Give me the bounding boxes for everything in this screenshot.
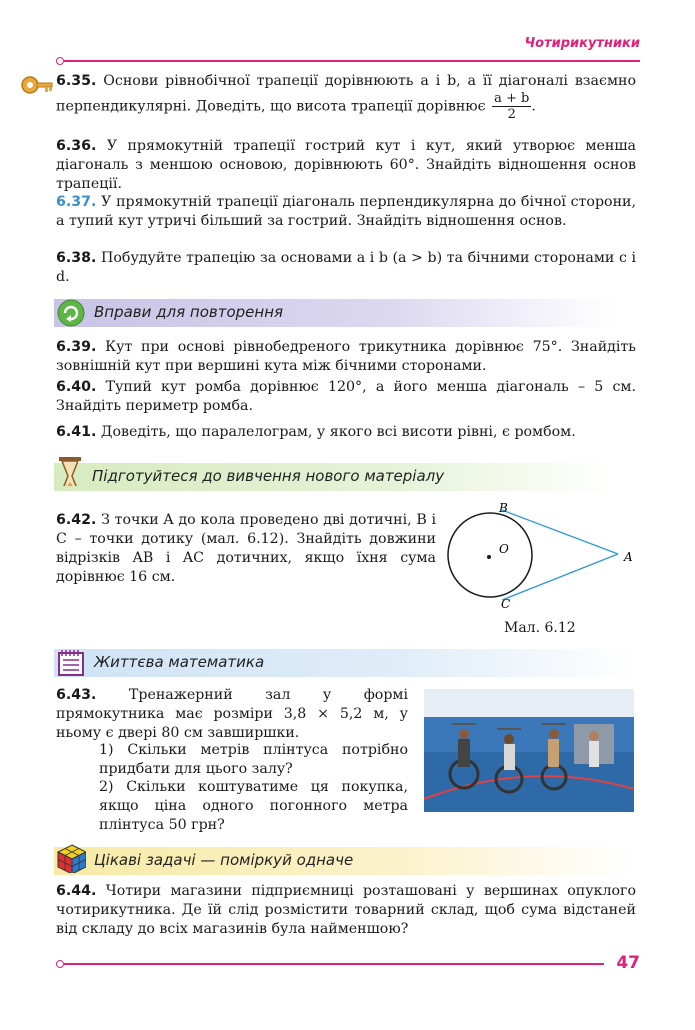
problem-6-40 bbox=[56, 378, 636, 416]
figure-tangents bbox=[440, 500, 640, 615]
tangent-ab bbox=[502, 510, 618, 554]
problem-6-44 bbox=[56, 882, 636, 939]
key-icon bbox=[20, 72, 54, 98]
problem-6-38 bbox=[56, 249, 636, 287]
footer-line-dot bbox=[56, 960, 64, 968]
problem-number: 6.38. bbox=[56, 250, 97, 266]
problem-number: 6.43. bbox=[56, 687, 97, 703]
label-c: C bbox=[501, 597, 511, 611]
label-a: A bbox=[624, 550, 633, 564]
problem-6-43 bbox=[56, 686, 408, 743]
figure-caption: Мал. 6.12 bbox=[504, 620, 576, 636]
problem-6-37 bbox=[56, 193, 636, 231]
band-label: Підготуйтеся до вивчення нового матеріалу bbox=[92, 467, 445, 485]
band-prepare bbox=[54, 463, 614, 491]
problem-text: Тупий кут ромба дорівнює 120°, а його менша діагональ – 5 см. Знайдіть периметр ромба. bbox=[56, 379, 636, 414]
problem-6-43-q1: 1) Скільки метрів плінтуса потрібно придбати для цього залу? bbox=[99, 742, 408, 777]
problem-text: Кут при основі рівнобедреного трикутника дорівнює 75°. Знайдіть зовнішній кут при вершині кута між бічними сторонами. bbox=[56, 339, 636, 374]
problem-6-39 bbox=[56, 338, 636, 376]
notepad-icon bbox=[56, 648, 86, 678]
band-fun bbox=[54, 847, 634, 875]
fraction bbox=[492, 91, 531, 122]
header-line-dot bbox=[56, 57, 64, 65]
problem-text: Чотири магазини підприємниці розташовані у вершинах опуклого чотирикутника. Де їй слід розмістити товарний склад, щоб сума відстаней від складу до всіх магазинів була найменшою? bbox=[56, 883, 636, 937]
center-point bbox=[487, 555, 491, 559]
problem-number: 6.37. bbox=[56, 194, 97, 210]
fraction-denominator: 2 bbox=[507, 107, 516, 122]
problem-text: У прямокутній трапеції гострий кут і кут, який утворює менша діагональ з меншою основою, дорівнюють 60°. Знайдіть відношення основ трапеції. bbox=[56, 138, 636, 192]
gym-photo bbox=[424, 689, 634, 812]
problem-text: Основи рівнобічної трапеції дорівнюють a і b, а її діагоналі взаємно перпендикулярні. Доведіть, що висота трапеції дорівнює bbox=[56, 73, 636, 115]
tangent-ac bbox=[502, 554, 618, 600]
problem-text: У прямокутній трапеції діагональ перпендикулярна до бічної сторони, а тупий кут утричі більший за гострий. Знайдіть відношення основ. bbox=[56, 194, 636, 229]
problem-number: 6.35. bbox=[56, 73, 97, 89]
problem-6-43-q2: 2) Скільки коштуватиме ця покупка, якщо ціна одного погонного метра плінтуса 50 грн? bbox=[99, 779, 408, 833]
band-review bbox=[54, 299, 614, 327]
circle bbox=[448, 513, 532, 597]
recycle-icon bbox=[56, 298, 86, 328]
problem-6-36 bbox=[56, 137, 636, 194]
problem-number: 6.36. bbox=[56, 138, 97, 154]
header-line bbox=[64, 60, 640, 62]
label-o: O bbox=[499, 542, 509, 556]
page-number: 47 bbox=[616, 953, 640, 973]
problem-number: 6.42. bbox=[56, 512, 97, 528]
footer-line bbox=[64, 963, 604, 965]
fraction-numerator: a + b bbox=[494, 91, 530, 106]
band-label: Життєва математика bbox=[94, 653, 265, 671]
problem-number: 6.39. bbox=[56, 339, 97, 355]
problem-text: Тренажерний зал у формі прямокутника має розміри 3,8 × 5,2 м, у ньому є двері 80 см завширшки. bbox=[56, 687, 408, 741]
problem-text: З точки A до кола проведено дві дотичні, B і C – точки дотику (мал. 6.12). Знайдіть довжини відрізків AB і AC дотичних, якщо їхня сума дорівнює 16 см. bbox=[56, 512, 436, 585]
problem-text: Доведіть, що паралелограм, у якого всі висоти рівні, є ромбом. bbox=[100, 424, 576, 440]
band-label: Вправи для повторення bbox=[94, 303, 284, 321]
band-label: Цікаві задачі — поміркуй одначе bbox=[94, 851, 354, 869]
problem-6-41 bbox=[56, 423, 636, 442]
problem-tail: . bbox=[531, 98, 536, 115]
section-title: Чотирикутники bbox=[524, 36, 640, 51]
band-life bbox=[54, 649, 634, 677]
problem-number: 6.41. bbox=[56, 424, 97, 440]
problem-number: 6.44. bbox=[56, 883, 97, 899]
problem-text: Побудуйте трапецію за основами a і b (a > b) та бічними сторонами c і d. bbox=[56, 250, 636, 285]
rubiks-cube-icon bbox=[56, 843, 86, 873]
problem-6-42 bbox=[56, 511, 436, 587]
problem-number: 6.40. bbox=[56, 379, 97, 395]
hourglass-icon bbox=[56, 456, 86, 486]
label-b: B bbox=[499, 501, 508, 515]
problem-6-35 bbox=[56, 72, 636, 122]
